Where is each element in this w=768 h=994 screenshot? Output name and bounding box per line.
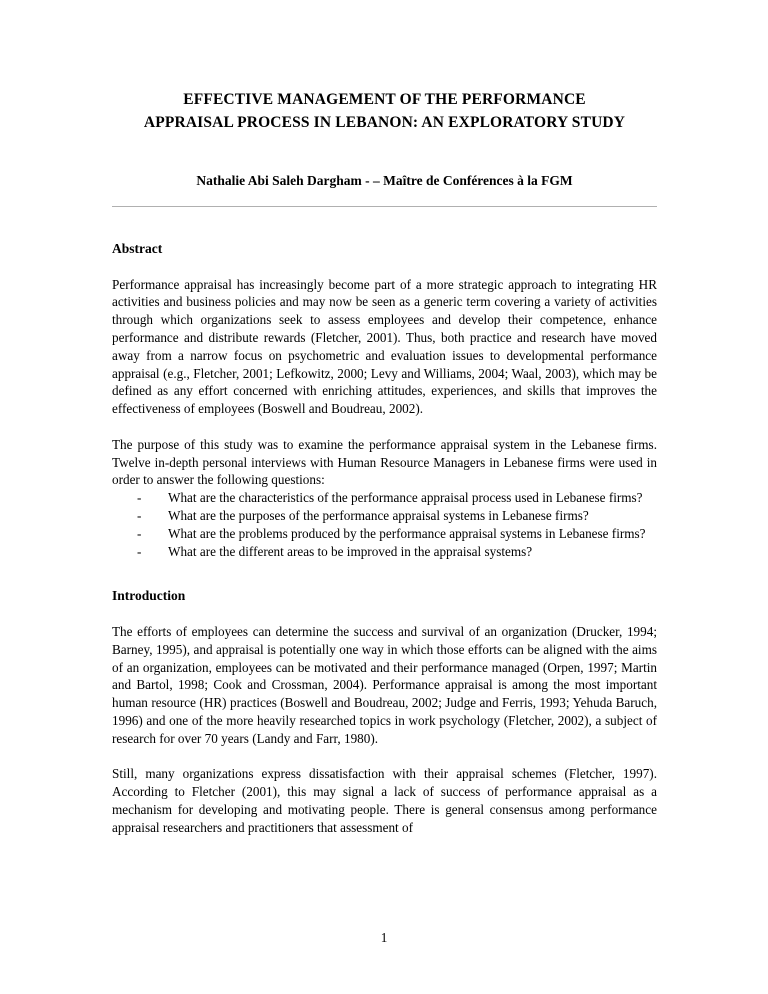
list-item xyxy=(112,507,657,525)
list-item xyxy=(112,525,657,543)
page-title-line-2: APPRAISAL PROCESS IN LEBANON: AN EXPLORATORY STUDY xyxy=(143,114,626,131)
abstract-paragraph-2: The purpose of this study was to examine the performance appraisal system in the Lebanese firms. Twelve in-depth personal interviews with Human Resource Managers in Lebanese firms were used in order to answer the following questions: xyxy=(112,436,657,488)
section-heading-abstract: Abstract xyxy=(112,241,163,256)
list-item-label: What are the characteristics of the performance appraisal process used in Lebanese firms? xyxy=(168,490,643,506)
page-title xyxy=(112,0,657,134)
section-heading-introduction: Introduction xyxy=(112,588,186,604)
list-item-label: What are the problems produced by the performance appraisal systems in Lebanese firms? xyxy=(168,525,646,541)
list-item xyxy=(112,489,657,507)
list-item-label: What are the purposes of the performance appraisal systems in Lebanese firms? xyxy=(168,507,589,523)
research-questions-list xyxy=(112,489,657,560)
list-marker-dash: - xyxy=(137,490,142,506)
list-item xyxy=(112,543,657,561)
introduction-paragraph-1: The efforts of employees can determine the success and survival of an organization (Drucker, 1994; Barney, 1995), and appraisal is potentially one way in which those efforts can be aligned with the aims of an organization, employees can be motivated and their performance managed (Orpen, 1997; Martin and Bartol, 1998; Cook and Crossman, 2004). Performance appraisal is among the most important human resource (HR) practices (Boswell and Boudreau, 2002; Judge and Ferris, 1993; Yehuda Baruch, 1996) and one of the more heavily researched topics in work psychology (Fletcher, 2002), a subject of research for over 70 years (Landy and Farr, 1980). xyxy=(112,623,657,746)
introduction-paragraph-2: Still, many organizations express dissatisfaction with their appraisal schemes (Fletcher, 1997). According to Fletcher (2001), this may signal a lack of success of performance appraisal as a mechanism for developing and motivating people. There is general consensus among performance appraisal researchers and practitioners that assessment of xyxy=(112,766,657,835)
abstract-paragraph-1: Performance appraisal has increasingly become part of a more strategic approach to integrating HR activities and business policies and may now be seen as a generic term covering a variety of activities through which organizations seek to assess employees and develop their competence, enhance performance and distribute rewards (Fletcher, 2001). Thus, both practice and research have moved away from a narrow focus on psychometric and evaluation issues to developmental performance appraisal (e.g., Fletcher, 2001; Lefkowitz, 2000; Levy and Williams, 2004; Waal, 2003), which may be defined as any effort concerned with enriching attitudes, experiences, and skills that improves the effectiveness of employees (Boswell and Boudreau, 2002). xyxy=(112,276,657,417)
list-marker-dash: - xyxy=(137,543,142,559)
page-number: 1 xyxy=(380,930,388,945)
page-title-line-1: EFFECTIVE MANAGEMENT OF THE PERFORMANCE xyxy=(183,91,586,108)
document-body-column xyxy=(112,206,657,837)
document-content-column xyxy=(112,0,657,190)
list-marker-dash: - xyxy=(137,525,142,541)
list-item-label: What are the different areas to be improved in the appraisal systems? xyxy=(168,543,533,559)
author-byline: Nathalie Abi Saleh Dargham - – Maître de Conférences à la FGM xyxy=(196,173,573,188)
list-marker-dash: - xyxy=(137,507,142,523)
